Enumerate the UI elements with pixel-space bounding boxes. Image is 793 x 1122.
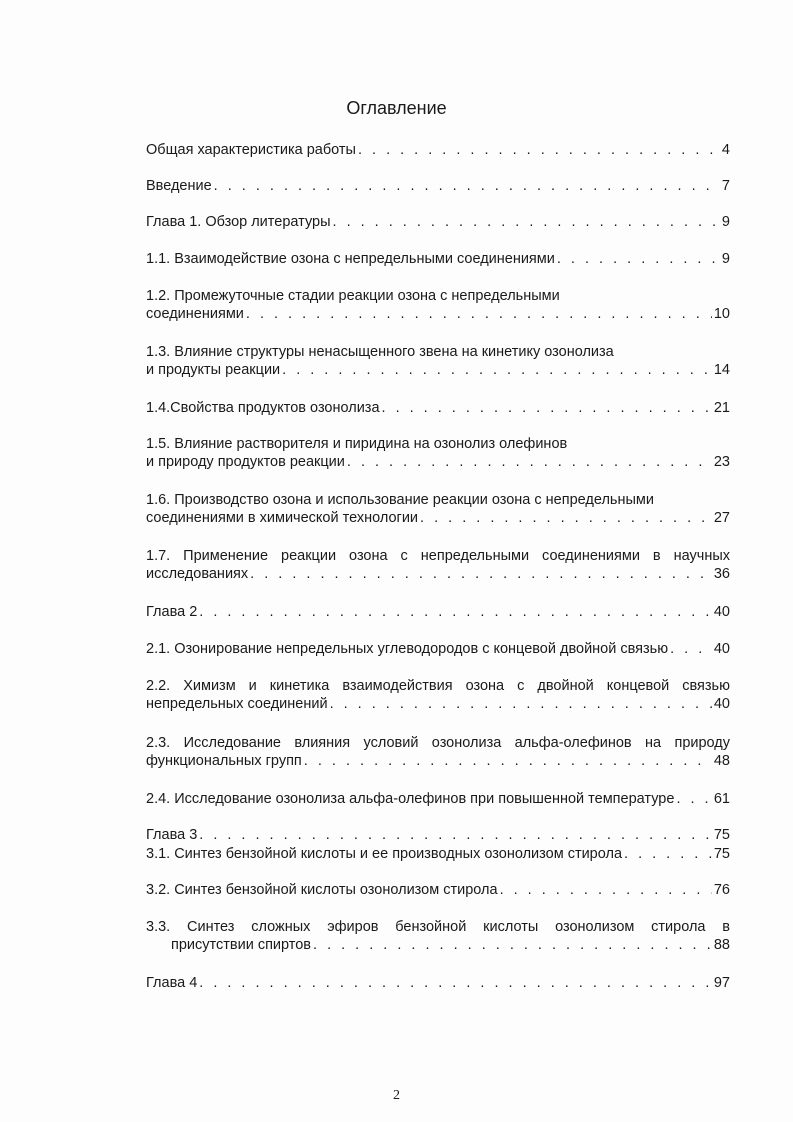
toc-entry-page: 75	[713, 846, 730, 862]
dot-leader	[199, 974, 712, 992]
toc-entry-title: Глава 3	[146, 827, 198, 843]
toc-entry	[146, 435, 730, 471]
toc-entry-page: 10	[713, 306, 730, 322]
toc-entry-title: 1.1. Взаимодействие озона с непредельными соединениями	[146, 251, 555, 267]
toc-entry	[146, 250, 730, 268]
toc-entry-leader-line	[146, 845, 730, 863]
dot-leader	[304, 752, 712, 770]
toc-entry-leader-line	[146, 399, 730, 417]
toc-entry-title: соединениями	[146, 306, 244, 322]
toc-entry-text-line: 2.2. Химизм и кинетика взаимодействия озона с двойной концевой связью	[146, 678, 730, 694]
toc-entry-text-line: 3.3. Синтез сложных эфиров бензойной кислоты озонолизом стирола в	[146, 919, 730, 935]
toc-entry-page: 76	[713, 882, 730, 898]
toc-entry-title: 2.1. Озонирование непредельных углеводородов с концевой двойной связью	[146, 641, 669, 657]
toc-entry-title: функциональных групп	[146, 753, 302, 769]
toc-entry-leader-line	[146, 250, 730, 268]
dot-leader	[420, 509, 712, 527]
toc-entry	[146, 177, 730, 195]
toc-entry	[146, 790, 730, 808]
dot-leader	[382, 399, 712, 417]
dot-leader	[670, 640, 712, 658]
toc-entry-title: Глава 1. Обзор литературы	[146, 214, 331, 230]
toc-entry-title: 3.2. Синтез бензойной кислоты озонолизом стирола	[146, 882, 498, 898]
dot-leader	[250, 565, 712, 583]
toc-entry-page: 23	[713, 454, 730, 470]
toc-entry-text-line: 1.3. Влияние структуры ненасыщенного звена на кинетику озонолиза	[146, 344, 614, 360]
toc-entry-leader-line	[146, 213, 730, 231]
toc-entry	[146, 881, 730, 899]
toc-entry	[146, 141, 730, 159]
toc-entry-page: 27	[713, 510, 730, 526]
toc-entry-title: непредельных соединений	[146, 696, 328, 712]
toc-entry-leader-line	[146, 177, 730, 195]
dot-leader	[557, 250, 720, 268]
toc-entry-leader-line	[146, 881, 730, 899]
toc-entry-title: соединениями в химической технологии	[146, 510, 419, 526]
page-number: 2	[393, 1088, 400, 1103]
dot-leader	[358, 141, 720, 159]
toc-entry-text-line: 2.3. Исследование влияния условий озонолиза альфа-олефинов на природу	[146, 735, 730, 751]
toc-entry-leader-line	[146, 141, 730, 159]
toc-entry-page: 9	[721, 214, 730, 230]
toc-entry-leader-line	[146, 509, 730, 527]
toc-entry-page: 9	[721, 251, 730, 267]
toc-entry-title: присутствии спиртов	[171, 937, 312, 953]
toc-entry-title: 1.4.Свойства продуктов озонолиза	[146, 400, 380, 416]
toc-entry	[146, 343, 730, 379]
toc-entry-page: 21	[713, 400, 730, 416]
toc-entry-leader-line	[146, 790, 730, 808]
toc-entry-text-line: 1.6. Производство озона и использование реакции озона с непредельными	[146, 492, 654, 508]
toc-entry-leader-line	[146, 453, 730, 471]
toc-entry	[146, 845, 730, 863]
toc-entry	[146, 640, 730, 658]
toc-entry	[146, 287, 730, 323]
toc-entry-page: 97	[713, 975, 730, 991]
dot-leader	[333, 213, 720, 231]
toc-entry-text-line: 1.7. Применение реакции озона с непредельными соединениями в научных	[146, 548, 730, 564]
toc-entry-page: 4	[721, 142, 730, 158]
toc-entry-page: 75	[713, 827, 730, 843]
dot-leader	[282, 361, 712, 379]
toc-entry-page: 14	[713, 362, 730, 378]
toc-entry-title: Глава 2	[146, 604, 198, 620]
dot-leader	[214, 177, 720, 195]
dot-leader	[347, 453, 712, 471]
toc-entry-leader-line	[146, 361, 730, 379]
dot-leader	[624, 845, 712, 863]
toc-entry-page: 40	[713, 604, 730, 620]
dot-leader	[199, 603, 712, 621]
toc-entry	[146, 603, 730, 621]
toc-entry-title: Общая характеристика работы	[146, 142, 356, 158]
toc-entry-page: 61	[713, 791, 730, 807]
toc-entry	[146, 826, 730, 844]
toc-entry	[146, 974, 730, 992]
toc-entry-page: 40	[713, 641, 730, 657]
toc-entry-title: и продукты реакции	[146, 362, 281, 378]
dot-leader	[500, 881, 712, 899]
dot-leader	[199, 826, 712, 844]
toc-entry	[146, 734, 730, 770]
toc-entry-title: и природу продуктов реакции	[146, 454, 345, 470]
toc-entry-page: 40	[713, 696, 730, 712]
toc-entry	[146, 399, 730, 417]
toc-entry-text-line: 1.2. Промежуточные стадии реакции озона с непредельными	[146, 288, 560, 304]
toc-entry-leader-line	[146, 974, 730, 992]
dot-leader	[246, 305, 712, 323]
toc-entry-leader-line	[146, 305, 730, 323]
toc-entry-leader-line	[146, 695, 730, 713]
toc-entry	[146, 918, 730, 954]
toc-entry-text-line: 1.5. Влияние растворителя и пиридина на озонолиз олефинов	[146, 436, 568, 452]
toc-entry-leader-line	[146, 565, 730, 583]
toc-entry-title: Глава 4	[146, 975, 198, 991]
toc-entry-leader-line	[146, 603, 730, 621]
dot-leader	[676, 790, 711, 808]
toc-entry	[146, 491, 730, 527]
toc-entry-title: 2.4. Исследование озонолиза альфа-олефинов при повышенной температуре	[146, 791, 675, 807]
toc-entry-leader-line	[146, 752, 730, 770]
toc-entry-page: 88	[713, 937, 730, 953]
toc-entry-page: 48	[713, 753, 730, 769]
toc-entry-page: 36	[713, 566, 730, 582]
toc-entry	[146, 677, 730, 713]
dot-leader	[330, 695, 712, 713]
toc-entry-title: исследованиях	[146, 566, 249, 582]
toc-entry-title: Введение	[146, 178, 212, 194]
dot-leader	[313, 936, 712, 954]
toc-entry	[146, 547, 730, 583]
toc-entry	[146, 213, 730, 231]
toc-entry-leader-line	[146, 640, 730, 658]
toc-entry-page: 7	[721, 178, 730, 194]
toc-entry-leader-line	[146, 936, 730, 954]
toc-entry-leader-line	[146, 826, 730, 844]
page-title: Оглавление	[346, 98, 447, 118]
toc-entry-title: 3.1. Синтез бензойной кислоты и ее производных озонолизом стирола	[146, 846, 623, 862]
